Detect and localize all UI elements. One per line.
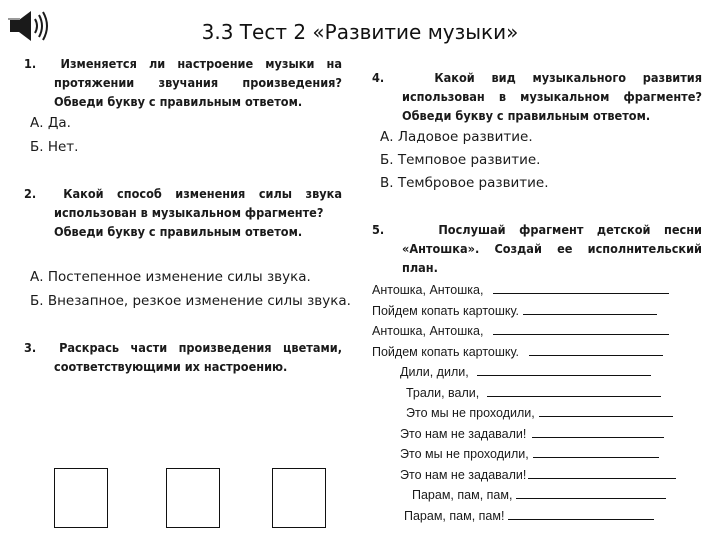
plan-row <box>372 485 702 506</box>
question-5 <box>372 220 702 277</box>
q2-option-a[interactable]: А. Постепенное изменение силы звука. <box>30 269 311 285</box>
plan-row <box>372 506 702 527</box>
q5-text-line2: «Антошка». Создай ее исполнительский <box>402 241 702 256</box>
q5-text-line3: план. <box>402 260 438 275</box>
question-4 <box>372 68 702 125</box>
plan-lyric: Антошка, Антошка, <box>372 283 484 297</box>
answer-line[interactable] <box>523 302 657 315</box>
question-3 <box>24 338 342 376</box>
plan-lyric: Антошка, Антошка, <box>372 324 484 338</box>
plan-lyric: Это нам не задавали! <box>400 467 527 482</box>
answer-line[interactable] <box>487 384 661 397</box>
plan-lyric: Пойдем копать картошку. <box>372 344 519 359</box>
answer-line[interactable] <box>493 322 669 335</box>
q1-text-line1: Изменяется ли настроение музыки на <box>60 56 342 71</box>
q4-option-c[interactable]: В. Тембровое развитие. <box>380 175 549 191</box>
q4-option-b[interactable]: Б. Темповое развитие. <box>380 152 541 168</box>
q4-text-line3: Обведи букву с правильным ответом. <box>402 108 651 123</box>
plan-row <box>372 465 702 486</box>
q4-option-a[interactable]: А. Ладовое развитие. <box>380 129 533 145</box>
q1-option-b[interactable]: Б. Нет. <box>30 139 79 155</box>
plan-lyric: Это мы не проходили, <box>400 447 529 461</box>
plan-row <box>372 424 702 445</box>
q4-text-line2: использован в музыкальном фрагменте? <box>402 89 702 104</box>
question-1 <box>24 54 342 111</box>
plan-row <box>372 342 702 363</box>
answer-line[interactable] <box>477 363 651 376</box>
q1-text-line2: протяжении звучания произведения? <box>54 75 342 90</box>
plan-lyric: Дили, дили, <box>400 365 469 379</box>
q5-number: 5. <box>372 222 385 237</box>
plan-row <box>372 301 702 322</box>
plan-row <box>372 280 702 301</box>
q2-text-line2: использован в музыкальном фрагменте? <box>54 205 324 220</box>
plan-lyric: Это нам не задавали! <box>400 426 527 441</box>
answer-line[interactable] <box>539 404 673 417</box>
q1-option-a[interactable]: А. Да. <box>30 115 71 131</box>
plan-row <box>372 362 702 383</box>
plan-row <box>372 444 702 465</box>
answer-line[interactable] <box>529 343 663 356</box>
answer-line[interactable] <box>493 281 669 294</box>
color-box-3[interactable] <box>272 468 326 528</box>
q3-text-line1: Раскрась части произведения цветами, <box>59 340 342 355</box>
plan-lyric: Трали, вали, <box>406 385 480 400</box>
answer-line[interactable] <box>532 425 664 438</box>
q2-option-b[interactable]: Б. Внезапное, резкое изменение силы звука. <box>30 293 351 309</box>
q4-text-line1: Какой вид музыкального развития <box>434 70 703 85</box>
plan-lyric: Пойдем копать картошку. <box>372 303 519 318</box>
plan-row <box>372 403 702 424</box>
answer-line[interactable] <box>528 466 676 479</box>
page-title: 3.3 Тест 2 «Развитие музыки» <box>201 20 519 44</box>
plan-lyric: Это мы не проходили, <box>406 406 535 420</box>
q3-number: 3. <box>24 340 37 355</box>
q3-text-line2: соответствующими их настроению. <box>54 359 288 374</box>
answer-line[interactable] <box>533 445 659 458</box>
plan-lyric: Парам, пам, пам! <box>404 508 505 523</box>
plan-row <box>372 383 702 404</box>
q4-number: 4. <box>372 70 385 85</box>
q2-text-line1: Какой способ изменения силы звука <box>63 186 342 201</box>
performance-plan <box>372 280 702 526</box>
answer-line[interactable] <box>508 507 654 520</box>
color-box-2[interactable] <box>166 468 220 528</box>
question-2 <box>24 184 342 241</box>
plan-row <box>372 321 702 342</box>
q5-text-line1: Послушай фрагмент детской песни <box>438 222 702 237</box>
q2-text-line3: Обведи букву с правильным ответом. <box>54 224 303 239</box>
color-box-1[interactable] <box>54 468 108 528</box>
plan-lyric: Парам, пам, пам, <box>412 488 513 502</box>
q1-text-line3: Обведи букву с правильным ответом. <box>54 94 303 109</box>
q1-number: 1. <box>24 56 37 71</box>
q2-number: 2. <box>24 186 37 201</box>
answer-line[interactable] <box>516 486 666 499</box>
